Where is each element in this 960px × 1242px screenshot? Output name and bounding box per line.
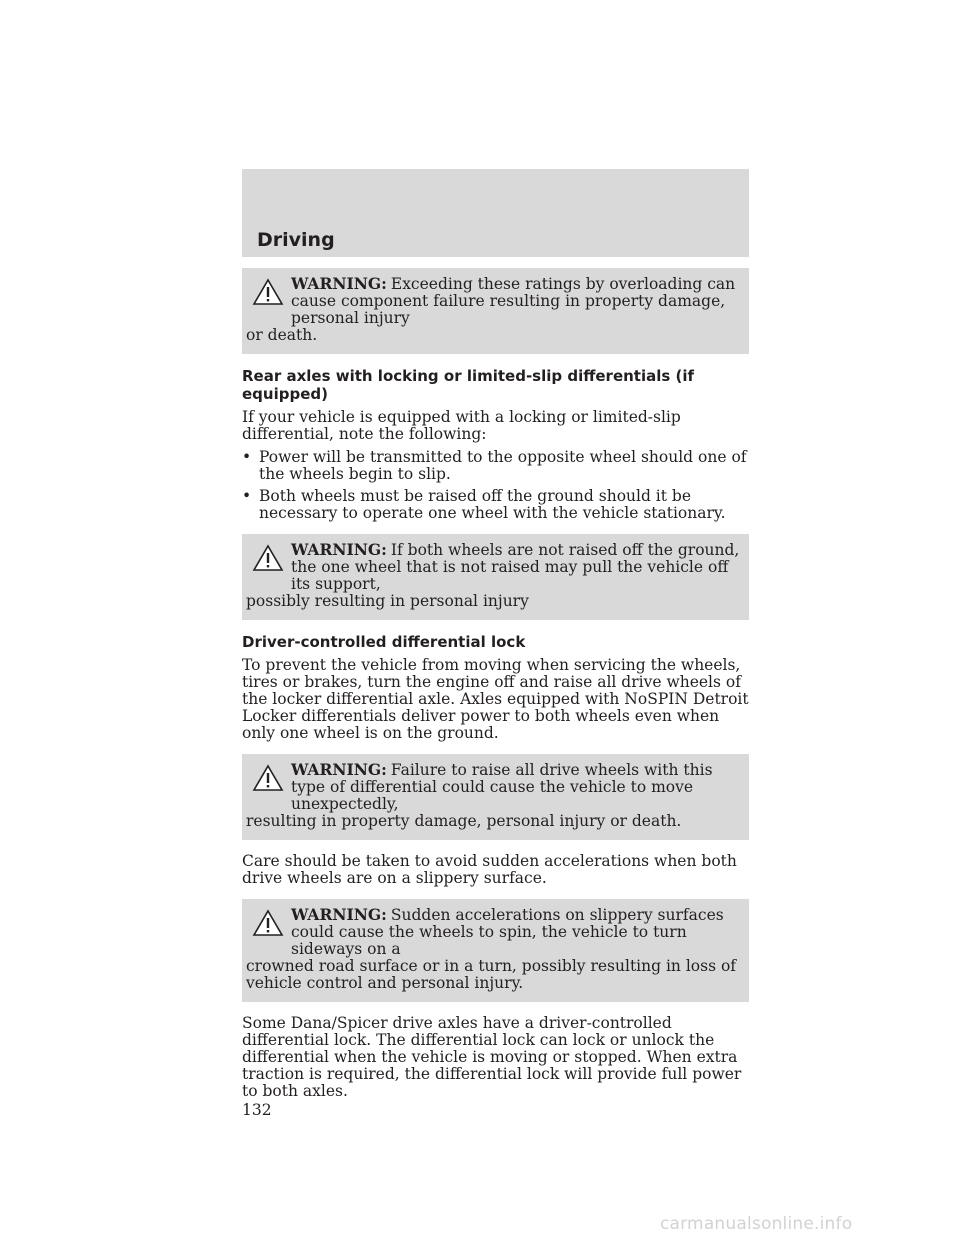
warning-continuation: crowned road surface or in a turn, possibly resulting in loss of vehicle control and personal injury.	[246, 957, 737, 992]
warning-box	[242, 534, 749, 620]
paragraph-care: Care should be taken to avoid sudden accelerations when both drive wheels are on a slippery surface.	[242, 852, 737, 887]
section-title: Driving	[257, 229, 335, 251]
heading-rear-axles: Rear axles with locking or limited-slip differentials (if equipped)	[242, 367, 695, 403]
warning-continuation: possibly resulting in personal injury	[246, 592, 529, 610]
bullet-text: Power will be transmitted to the opposite wheel should one of the wheels begin to slip.	[259, 448, 747, 483]
paragraph-prevent-moving: To prevent the vehicle from moving when servicing the wheels, tires or brakes, turn the engine off and raise all drive wheels of the locker differential axle. Axles equipped with NoSPIN Detroit Locker differentials deliver power to both wheels even when only one wheel is on the ground.	[242, 656, 749, 742]
page-number: 132	[242, 1101, 272, 1119]
bullet-list	[242, 449, 749, 522]
warning-label: WARNING:	[291, 905, 387, 924]
warning-triangle-icon	[252, 909, 284, 937]
warning-triangle-icon	[252, 544, 284, 572]
warning-continuation: or death.	[246, 326, 318, 344]
warning-label: WARNING:	[291, 760, 387, 779]
warning-box	[242, 754, 749, 840]
warning-text	[246, 906, 745, 958]
warning-body: Failure to raise all drive wheels with this type of differential could cause the vehicle to move unexpectedly,	[291, 761, 713, 813]
warning-body: If both wheels are not raised off the ground, the one wheel that is not raised may pull the vehicle off its support,	[291, 541, 740, 593]
warning-text	[246, 761, 745, 813]
paragraph-dana-spicer: Some Dana/Spicer drive axles have a driver-controlled differential lock. The differential lock can lock or unlock the differential when the vehicle is moving or stopped. When extra traction is required, the differential lock will provide full power to both axles.	[242, 1014, 742, 1100]
warning-label: WARNING:	[291, 274, 387, 293]
bullet-text: Both wheels must be raised off the ground should it be necessary to operate one wheel with the vehicle stationary.	[259, 487, 726, 522]
warning-box	[242, 268, 749, 354]
paragraph-rear-axles-intro: If your vehicle is equipped with a locking or limited-slip differential, note the following:	[242, 408, 681, 443]
warning-text	[246, 541, 745, 593]
bullet-glyph: •	[242, 487, 252, 505]
watermark-text: carmanualsonline.info	[660, 1214, 853, 1234]
warning-triangle-icon	[252, 278, 284, 306]
warning-text	[246, 275, 745, 327]
heading-driver-controlled-lock: Driver-controlled differential lock	[242, 633, 526, 651]
bullet-item	[242, 449, 749, 483]
page-content	[242, 268, 749, 1119]
warning-box	[242, 899, 749, 1002]
bullet-glyph: •	[242, 448, 252, 466]
warning-triangle-icon	[252, 764, 284, 792]
bullet-item	[242, 488, 749, 522]
warning-label: WARNING:	[291, 540, 387, 559]
warning-continuation: resulting in property damage, personal injury or death.	[246, 812, 682, 830]
warning-body: Exceeding these ratings by overloading can cause component failure resulting in property damage, personal injury	[291, 275, 736, 327]
warning-body: Sudden accelerations on slippery surfaces could cause the wheels to spin, the vehicle to turn sideways on a	[291, 906, 724, 958]
